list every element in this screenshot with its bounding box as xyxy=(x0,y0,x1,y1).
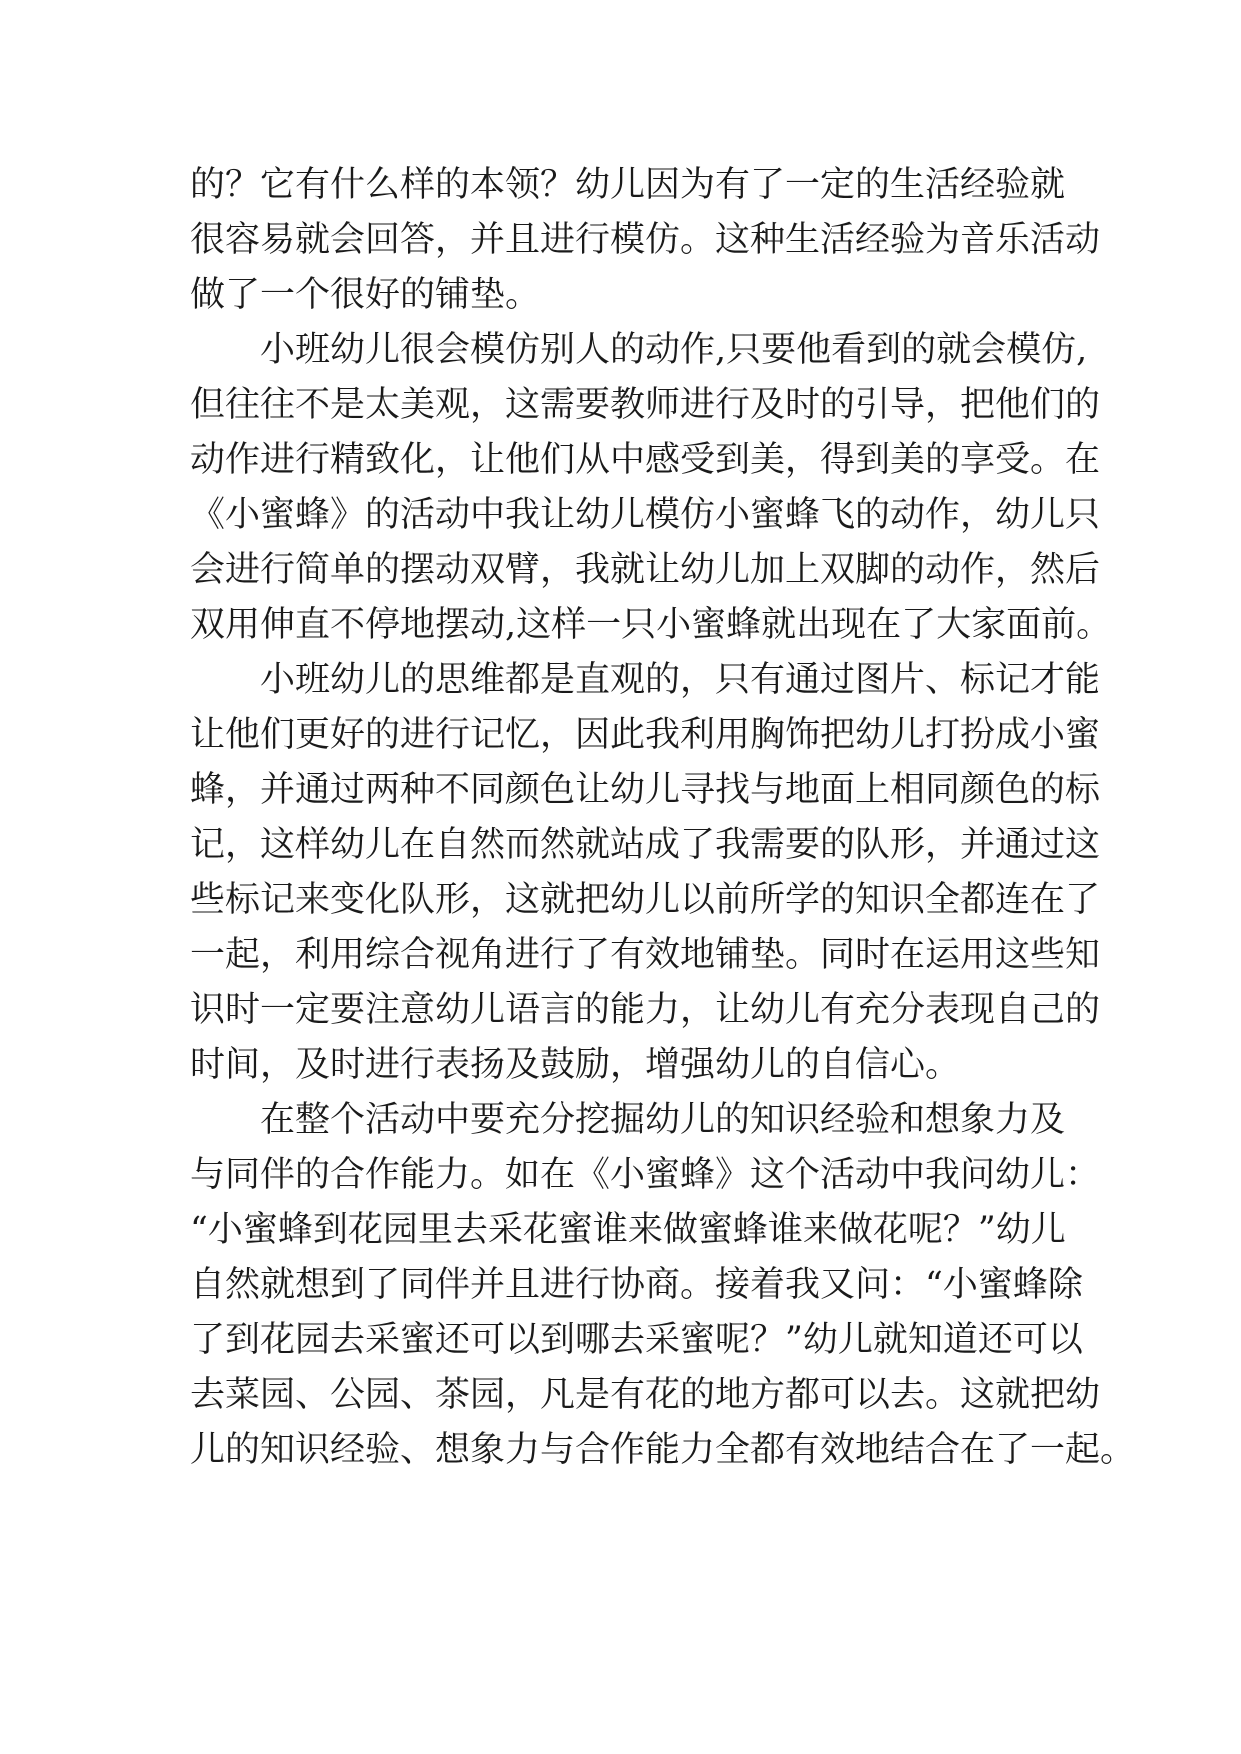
text-line: 一起，利用综合视角进行了有效地铺垫。同时在运用这些知 xyxy=(190,935,1101,975)
text-line: 些标记来变化队形，这就把幼儿以前所学的知识全都连在了 xyxy=(190,880,1101,920)
text-line: 小班幼儿的思维都是直观的，只有通过图片、标记才能 xyxy=(190,660,1101,700)
text-line: 《小蜜蜂》的活动中我让幼儿模仿小蜜蜂飞的动作，幼儿只 xyxy=(190,495,1101,535)
text-line: 自然就想到了同伴并且进行协商。接着我又问：“小蜜蜂除 xyxy=(190,1265,1083,1305)
text-line: 会进行简单的摆动双臂，我就让幼儿加上双脚的动作，然后 xyxy=(190,550,1101,590)
text-line: 了到花园去采蜜还可以到哪去采蜜呢？”幼儿就知道还可以 xyxy=(190,1320,1083,1360)
text-line: 小班幼儿很会模仿别人的动作,只要他看到的就会模仿, xyxy=(190,330,1088,370)
text-line: 时间，及时进行表扬及鼓励，增强幼儿的自信心。 xyxy=(190,1045,961,1085)
text-line: 双用伸直不停地摆动,这样一只小蜜蜂就出现在了大家面前。 xyxy=(190,605,1112,645)
text-line: 识时一定要注意幼儿语言的能力，让幼儿有充分表现自己的 xyxy=(190,990,1101,1030)
text-line: 儿的知识经验、想象力与合作能力全都有效地结合在了一起。 xyxy=(190,1430,1136,1470)
text-line: 但往往不是太美观，这需要教师进行及时的引导，把他们的 xyxy=(190,385,1101,425)
text-line: “小蜜蜂到花园里去采花蜜谁来做蜜蜂谁来做花呢？”幼儿 xyxy=(190,1210,1066,1250)
text-line: 很容易就会回答，并且进行模仿。这种生活经验为音乐活动 xyxy=(190,220,1101,260)
body-text xyxy=(190,158,1136,1478)
text-line: 记，这样幼儿在自然而然就站成了我需要的队形，并通过这 xyxy=(190,825,1101,865)
text-line: 动作进行精致化，让他们从中感受到美，得到美的享受。在 xyxy=(190,440,1101,480)
text-line: 蜂，并通过两种不同颜色让幼儿寻找与地面上相同颜色的标 xyxy=(190,770,1101,810)
text-line: 与同伴的合作能力。如在《小蜜蜂》这个活动中我问幼儿： xyxy=(190,1155,1101,1195)
text-line: 的？它有什么样的本领？幼儿因为有了一定的生活经验就 xyxy=(190,165,1066,205)
text-line: 在整个活动中要充分挖掘幼儿的知识经验和想象力及 xyxy=(190,1100,1066,1140)
text-line: 做了一个很好的铺垫。 xyxy=(190,275,541,315)
text-line: 让他们更好的进行记忆，因此我利用胸饰把幼儿打扮成小蜜 xyxy=(190,715,1101,755)
text-line: 去菜园、公园、茶园，凡是有花的地方都可以去。这就把幼 xyxy=(190,1375,1101,1415)
